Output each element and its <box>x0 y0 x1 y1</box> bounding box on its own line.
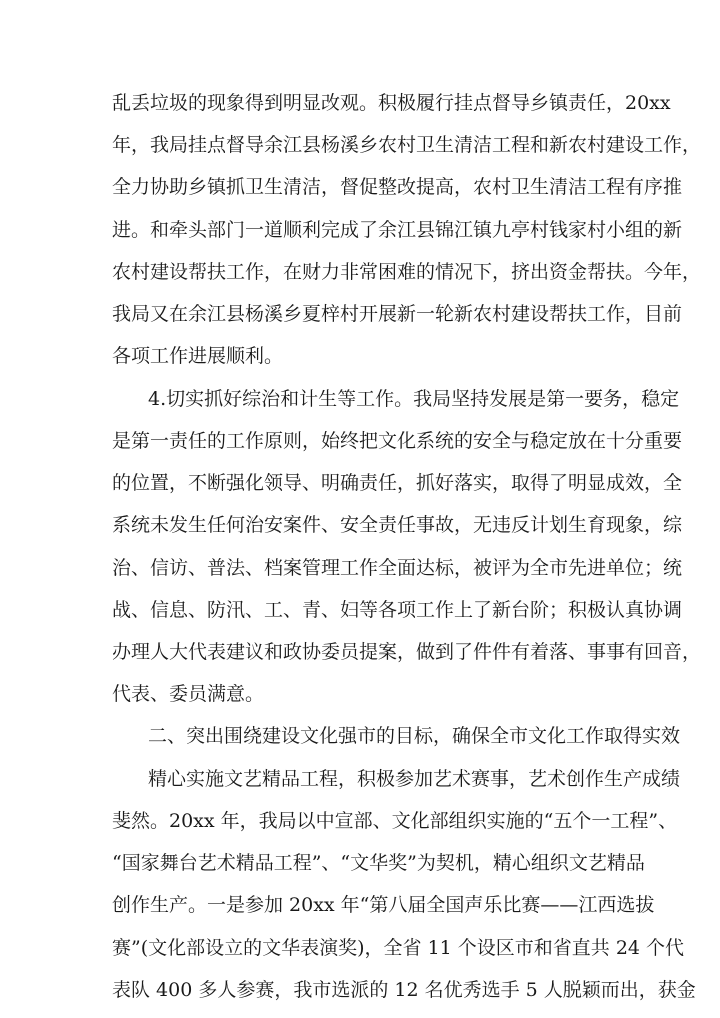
text-line: 进。和牵头部门一道顺利完成了余江县锦江镇九亭村钱家村小组的新 <box>112 219 683 241</box>
text-line: 4.切实抓好综治和计生等工作。我局坚持发展是第一要务，稳定 <box>148 388 680 410</box>
text-line: 战、信息、防汛、工、青、妇等各项工作上了新台阶；积极认真协调 <box>112 599 683 621</box>
text-line: 各项工作进展顺利。 <box>112 345 284 367</box>
text-line: 表队 400 多人参赛，我市选派的 12 名优秀选手 5 人脱颖而出，获金 <box>112 979 696 1001</box>
text-line: 是第一责任的工作原则，始终把文化系统的安全与稳定放在十分重要 <box>112 430 683 452</box>
text-line: 赛”(文化部设立的文华表演奖)，全省 11 个设区市和省直共 24 个代 <box>112 937 685 959</box>
text-line: 系统未发生任何治安案件、安全责任事故，无违反计划生育现象，综 <box>112 514 683 536</box>
section-heading: 二、突出围绕建设文化强市的目标，确保全市文化工作取得实效 <box>148 725 681 747</box>
text-line: 乱丢垃圾的现象得到明显改观。积极履行挂点督导乡镇责任，20xx <box>112 92 671 114</box>
text-line: 创作生产。一是参加 20xx 年“第八届全国声乐比赛——江西选拔 <box>112 894 655 916</box>
text-line: 全力协助乡镇抓卫生清洁，督促整改提高，农村卫生清洁工程有序推 <box>112 176 683 198</box>
text-line: “国家舞台艺术精品工程”、“文华奖”为契机，精心组织文艺精品 <box>112 852 645 874</box>
text-line: 我局又在余江县杨溪乡夏梓村开展新一轮新农村建设帮扶工作，目前 <box>112 303 683 325</box>
text-line: 农村建设帮扶工作，在财力非常困难的情况下，挤出资金帮扶。今年， <box>112 261 702 283</box>
text-line: 的位置，不断强化领导、明确责任，抓好落实，取得了明显成效，全 <box>112 472 683 494</box>
text-line: 斐然。20xx 年，我局以中宣部、文化部组织实施的“五个一工程”、 <box>112 810 678 832</box>
text-line: 办理人大代表建议和政协委员提案，做到了件件有着落、事事有回音， <box>112 641 702 663</box>
text-line: 代表、委员满意。 <box>112 683 265 705</box>
text-line: 年，我局挂点督导余江县杨溪乡农村卫生清洁工程和新农村建设工作， <box>112 134 702 156</box>
text-line: 精心实施文艺精品工程，积极参加艺术赛事，艺术创作生产成绩 <box>148 768 681 790</box>
text-line: 治、信访、普法、档案管理工作全面达标，被评为全市先进单位；统 <box>112 557 683 579</box>
